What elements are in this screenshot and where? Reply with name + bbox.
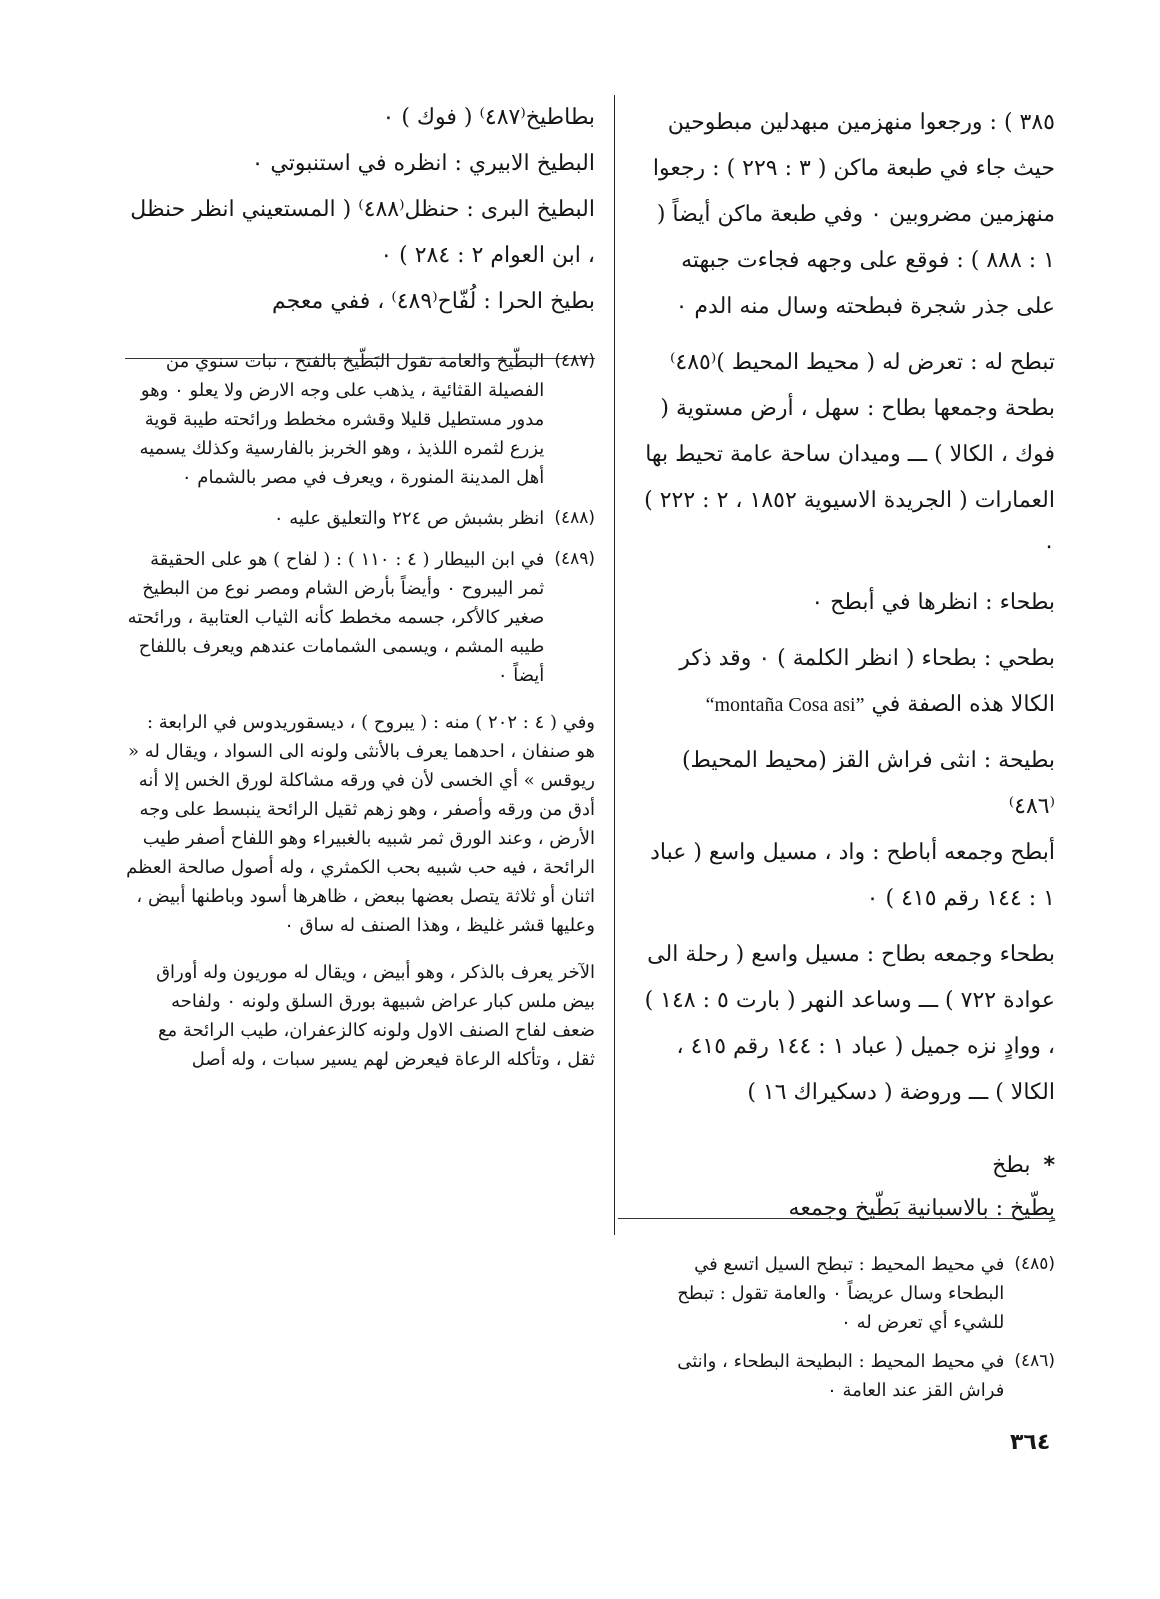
left-column (125, 95, 595, 1074)
left-footnotes (125, 347, 595, 1074)
column-divider (614, 95, 615, 1235)
footnote-text: في محيط المحيط : البطيحة البطحاء ، وانثى فراش القز عند العامة ٠ (677, 1351, 1005, 1401)
root-heading-text: بطخ (992, 1153, 1031, 1178)
footnote (125, 504, 595, 533)
entry-text: بطحاء : انظرها في أبطح ٠ (811, 590, 1055, 615)
entry-text-main: بطحي : بطحاء ( انظر الكلمة ) ٠ وقد ذكر الكالا هذه الصفة في (679, 646, 1055, 717)
footnote-continuation: وفي ( ٤ : ٢٠٢ ) منه : ( يبروح ) ، ديسقوريدوس في الرابعة : هو صنفان ، احدهما يعرف بالأنثى ولونه الى السواد ، ويقال له « ريوقس » أي الخسى لأن في ورقه مشاكلة لورق الخس إلا أنه أدق من ورقه وأصفر ، وهو زهم ثقيل الرائحة ينبسط على وجه الأرض ، وعند الورق ثمر شبيه بالغبيراء وهو اللفاح أصفر طيب الرائحة ، فيه حب شبيه بحب الكمثري ، وله أصول صالحة العظم اثنان أو ثلاثة يتصل بعضها ببعض ، ظاهرها أسود وباطنها أبيض ، وعليها قشر غليظ ، وهذا الصنف له ساق ٠ (126, 712, 595, 936)
right-column (640, 100, 1055, 1405)
footnote-number: (٤٨٩) (554, 549, 595, 569)
footnote (640, 1347, 1055, 1405)
footnote-number: (٤٨٥) (1014, 1254, 1055, 1274)
footnote-continuation: الآخر يعرف بالذكر ، وهو أبيض ، ويقال له موريون وله أوراق بيض ملس كبار عراض شبيهة بورق السلق ولونه ٠ ولفاحه ضعف لفاح الصنف الاول ولونه كالزعفران، طيب الرائحة مع ثقل ، وتأكله الرعاة فيعرض لهم يسير سبات ، وله أصل (156, 962, 595, 1070)
root-heading (640, 1146, 1055, 1186)
footnote (125, 545, 595, 690)
entry-text: بطاطيخ⁽٤٨٧⁾ ( فوك ) ٠ (382, 105, 595, 130)
entry-text: ٣٨٥ ) : ورجعوا منهزمين مبهدلين مبطوحين حيث جاء في طبعة ماكن ( ٣ : ٢٢٩ ) : رجعوا منهزمين مضروبين ٠ وفي طبعة ماكن أيضاً ( ١ : ٨٨٨ ) : فوقع على وجهه فجاءت جبهته على جذر شجرة فبطحته وسال منه الدم ٠ (652, 110, 1055, 319)
entry-text: بطيحة : انثى فراش القز (محيط المحيط)⁽٤٨٦⁾ (681, 748, 1055, 819)
entry-text (640, 636, 1055, 728)
entry-text: بطيخ الحرا : لُفّاح⁽٤٨٩⁾ ، ففي معجم (272, 289, 595, 314)
footnote-text: انظر بشبش ص ٢٢٤ والتعليق عليه ٠ (273, 508, 545, 529)
footnote (640, 1250, 1055, 1337)
footnote-text: البطّيخ والعامة تقول البَطّيخ بالفتح ، نبات سنوي من الفصيلة القثائية ، يذهب على وجه الارض ولا يعلو ٠ وهو مدور مستطيل قليلا وقشره مخطط ورائحته طيبة قوية يزرع لثمره اللذيذ ، وهو الخربز بالفارسية وكذلك يسميه أهل المدينة المنورة ، ويعرف في مصر بالشمام ٠ (139, 351, 545, 488)
entry-text: البطيخ البرى : حنظل⁽٤٨٨⁾ ( المستعيني انظر حنظل ، ابن العوام ٢ : ٢٨٤ ) ٠ (130, 197, 595, 268)
footnote-number: (٤٨٨) (554, 508, 595, 528)
entry-text: بطحاء وجمعه بطاح : مسيل واسع ( رحلة الى عوادة ٧٢٢ ) ـــ وساعد النهر ( بارت ٥ : ١٤٨ ) ، ووادٍ نزه جميل ( عباد ١ : ١٤٤ رقم ٤١٥ ، الكالا ) ـــ وروضة ( دسكيراك ١٦ ) (644, 942, 1055, 1105)
footnote-number: (٤٨٧) (554, 351, 595, 371)
entry-text: البطيخ الابيري : انظره في استنبوتي ٠ (251, 151, 595, 176)
asterisk-icon: * (1043, 1153, 1055, 1178)
latin-phrase: “montaña Cosa asi” (705, 694, 865, 716)
footnote-text: في محيط المحيط : تبطح السيل اتسع في البطحاء وسال عريضاً ٠ والعامة تقول : تبطح للشيء أي تعرض له ٠ (677, 1254, 1005, 1333)
footnote-text: في ابن البيطار ( ٤ : ١١٠ ) : ( لفاح ) هو على الحقيقة ثمر اليبروح ٠ وأيضاً بأرض الشام ومصر نوع من البطيخ صغير كالأكر، جسمه مخطط كأنه الثياب العتابية ، ورائحته طيبه المشم ، ويسمى الشمامات عندهم ويعرف باللفاح أيضاً ٠ (127, 549, 545, 686)
footnote-number: (٤٨٦) (1014, 1351, 1055, 1371)
entry-text: أبطح وجمعه أباطح : واد ، مسيل واسع ( عباد ١ : ١٤٤ رقم ٤١٥ ) ٠ (650, 840, 1055, 911)
footnote (125, 347, 595, 492)
page-number: ٣٦٤ (1010, 1430, 1051, 1455)
entry-text: بِطّيخ : بالاسبانية بَطّيخ وجمعه (788, 1196, 1055, 1221)
right-footnotes (640, 1250, 1055, 1405)
entry-text: تبطح له : تعرض له ( محيط المحيط )⁽٤٨٥⁾ بطحة وجمعها بطاح : سهل ، أرض مستوية ( فوك ، الكالا ) ـــ وميدان ساحة عامة تحيط بها العمارات ( الجريدة الاسيوية ١٨٥٢ ، ٢ : ٢٢٢ ) ٠ (644, 350, 1055, 559)
